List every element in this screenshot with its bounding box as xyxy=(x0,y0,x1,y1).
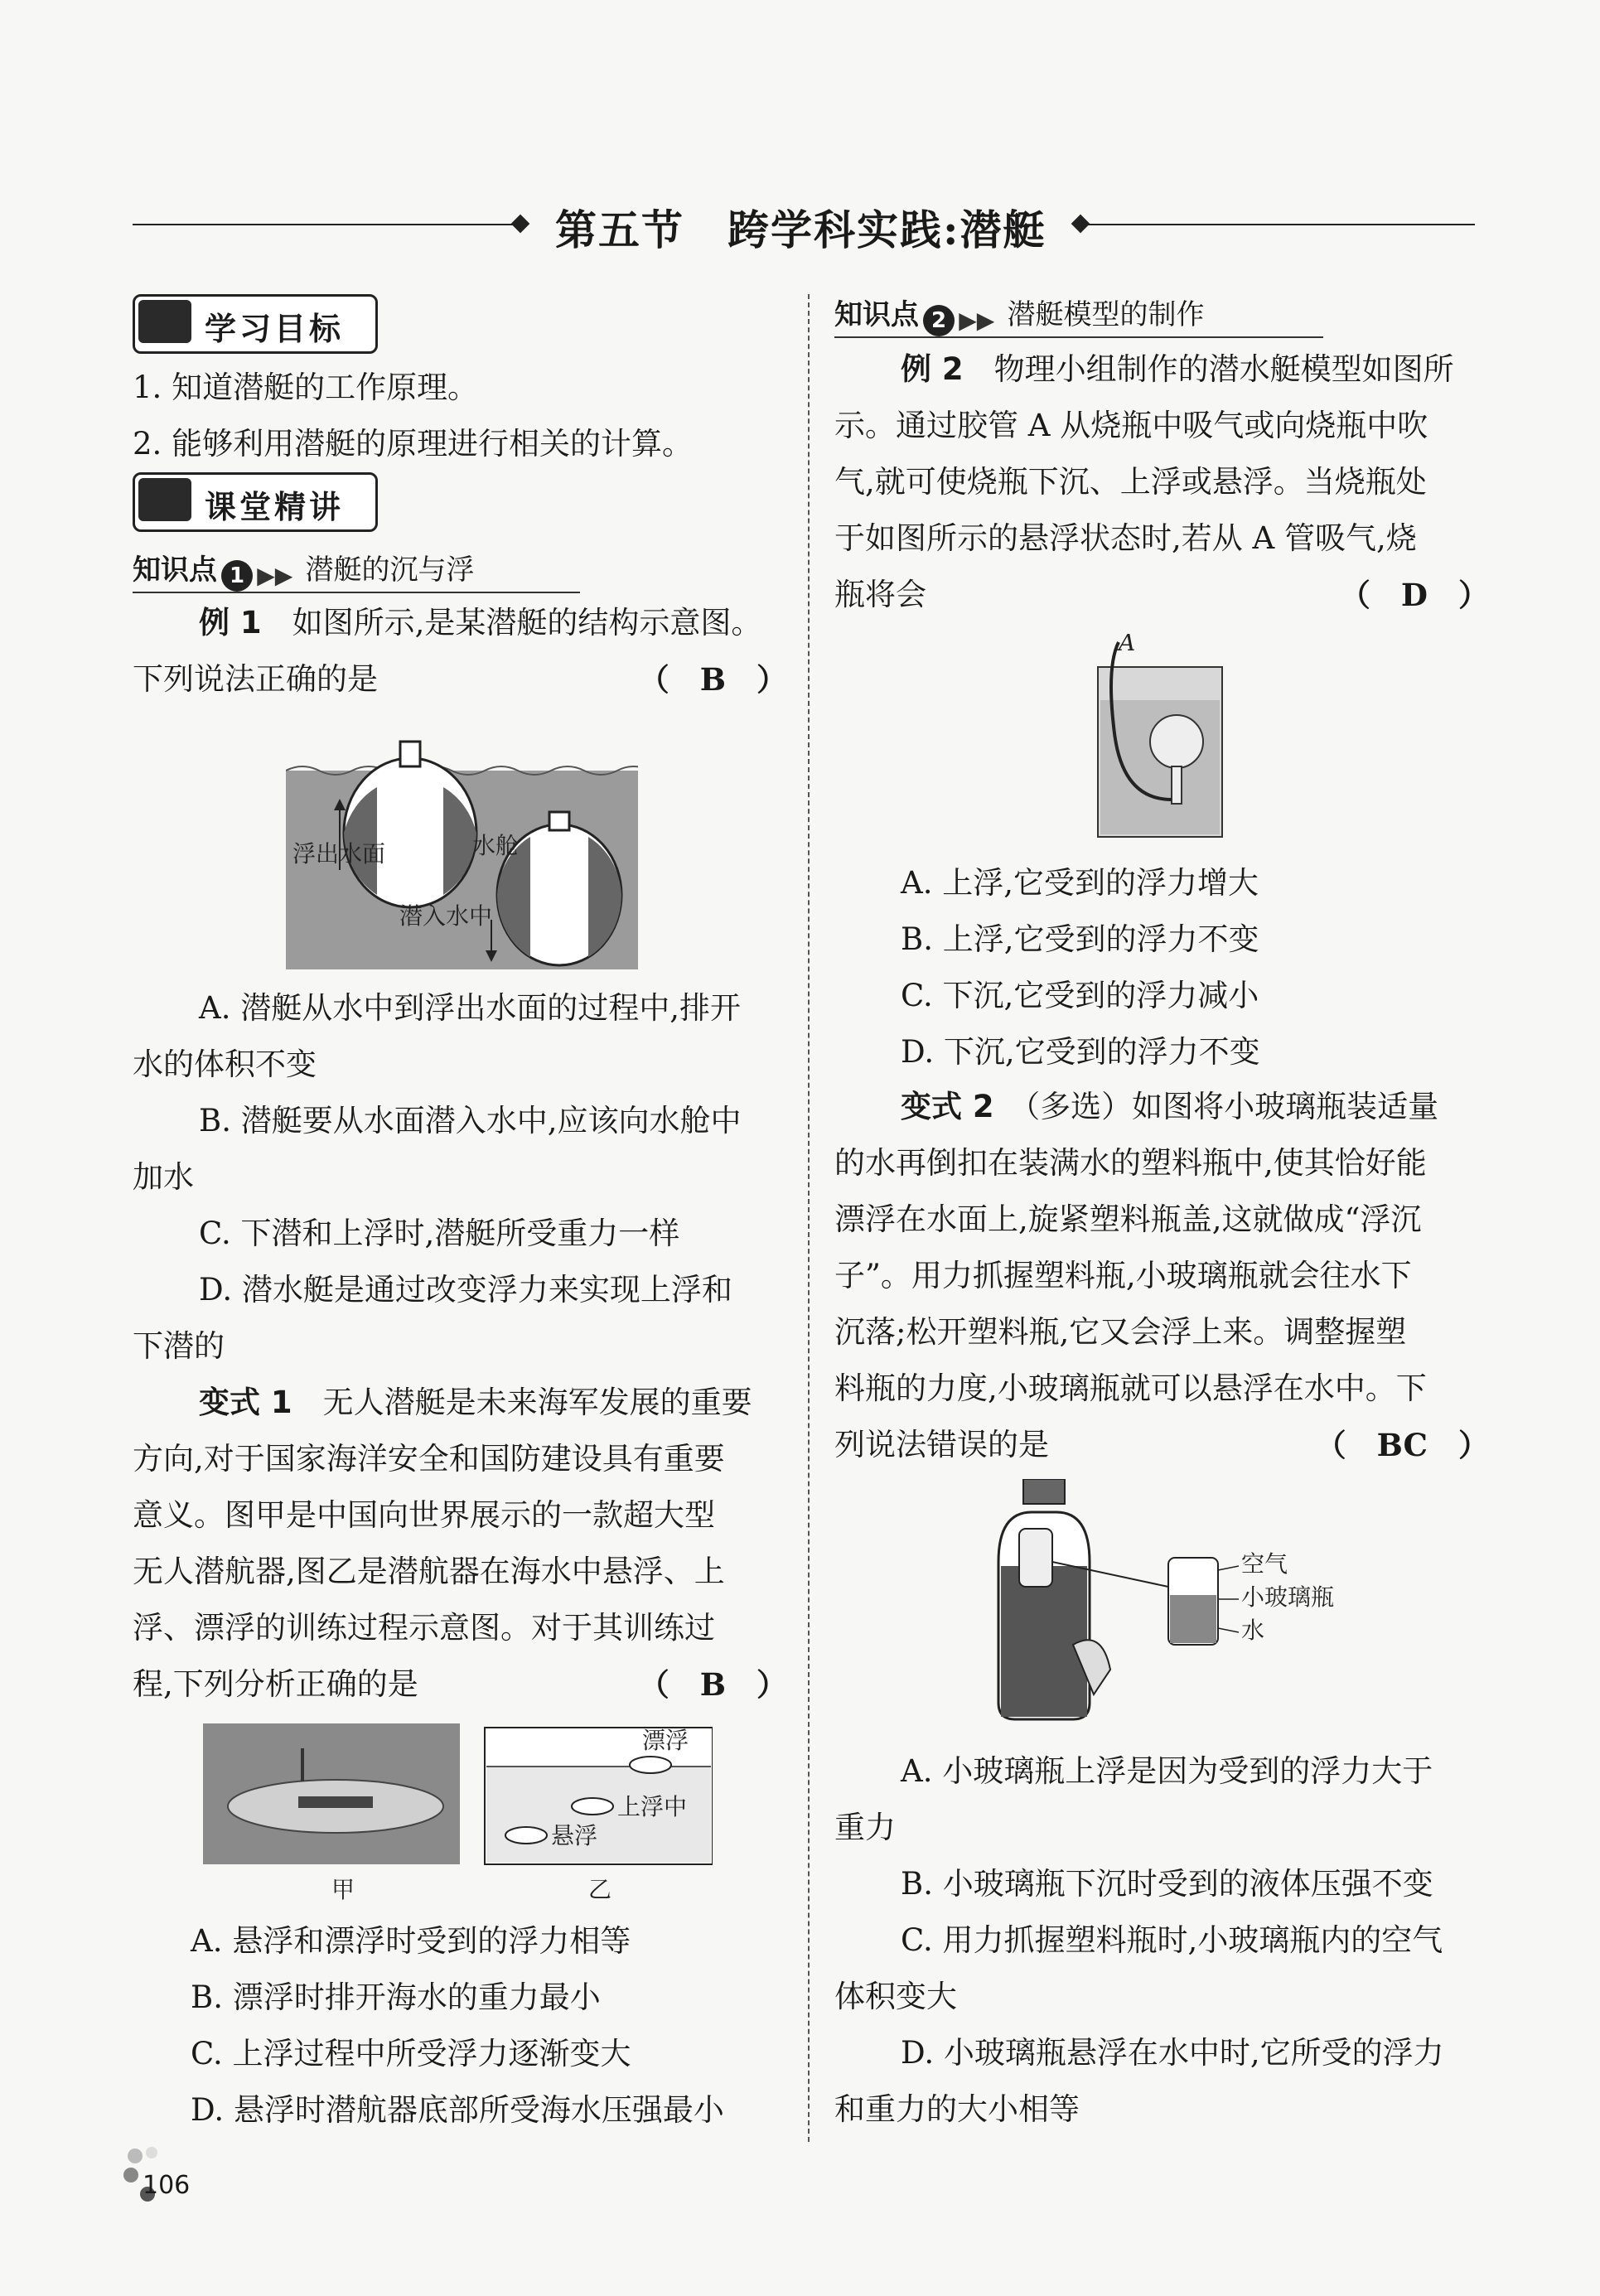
option-d: D. 小玻璃瓶悬浮在水中时,它所受的浮力 xyxy=(901,2035,1444,2071)
label-suspend: 悬浮 xyxy=(551,1822,598,1849)
option-c: C. 上浮过程中所受浮力逐渐变大 xyxy=(191,2036,631,2071)
label-air: 空气 xyxy=(1241,1550,1288,1578)
flask-model-figure xyxy=(1094,634,1226,841)
sub-rising xyxy=(572,1798,613,1815)
label-dive-down: 潜入水中 xyxy=(399,902,493,930)
label-rising: 上浮中 xyxy=(617,1793,688,1820)
label-yi: 乙 xyxy=(588,1876,612,1902)
cartesian-diver-figure xyxy=(986,1479,1351,1723)
pencil-icon xyxy=(138,478,191,521)
example-1-options: A. 潜艇从水中到浮出水面的过程中,排开 水的体积不变 B. 潜艇要从水面潜入水中,应该向水舱中 加水 C. 下潜和上浮时,潜艇所受重力一样 D. 潜水艇是通过改变浮力来实现上浮和 下潜的 xyxy=(133,980,787,1375)
student-icon xyxy=(138,300,191,343)
lecture-badge: 课堂精讲 xyxy=(133,472,378,532)
knowledge-point-2: 知识点 2 ▶▶ 潜艇模型的制作 xyxy=(834,292,1323,338)
example-1-answer: （ B ） xyxy=(638,661,787,698)
label-small-bottle: 小玻璃瓶 xyxy=(1241,1583,1335,1611)
option-b: B. 漂浮时排开海水的重力最小 xyxy=(191,1979,601,2015)
option-b: B. 小玻璃瓶下沉时受到的液体压强不变 xyxy=(901,1866,1433,1902)
drone-submarine-figure xyxy=(203,1723,713,1902)
example-2-options xyxy=(834,855,1489,1080)
label-tube-a: A xyxy=(1119,634,1136,656)
option-a: A. 悬浮和漂浮时受到的浮力相等 xyxy=(191,1923,631,1959)
knowledge-point-1: 知识点 1 ▶▶ 潜艇的沉与浮 xyxy=(133,547,580,593)
label-jia: 甲 xyxy=(331,1876,355,1902)
variation-2-options: A. 小玻璃瓶上浮是因为受到的浮力大于 重力 B. 小玻璃瓶下沉时受到的液体压强不变 C. 用力抓握塑料瓶时,小玻璃瓶内的空气 体积变大 D. 小玻璃瓶悬浮在水中时,它所受的浮力 和重力的大小相等 xyxy=(834,1743,1489,2138)
label-water: 水 xyxy=(1241,1617,1265,1644)
option-b: B. 潜艇要从水面潜入水中,应该向水舱中 xyxy=(199,1103,742,1138)
sub-floating xyxy=(630,1757,671,1773)
kp1-number-badge: 1 xyxy=(221,560,253,592)
kp2-number-badge: 2 xyxy=(923,305,955,336)
option-d: D. 潜水艇是通过改变浮力来实现上浮和 xyxy=(199,1272,732,1308)
objective-item: 1. 知道潜艇的工作原理。 xyxy=(133,370,479,405)
objective-item: 2. 能够利用潜艇的原理进行相关的计算。 xyxy=(133,426,694,462)
page-number: 106 xyxy=(143,2171,191,2200)
page-title: 第五节 跨学科实践:潜艇 xyxy=(555,205,1047,254)
column-divider xyxy=(808,294,810,2142)
option-d: D. 悬浮时潜航器底部所受海水压强最小 xyxy=(191,2092,724,2128)
variation-1-answer: （ B ） xyxy=(638,1666,787,1703)
option-b: B. 上浮,它受到的浮力不变 xyxy=(901,921,1259,957)
example-2-answer: （ D ） xyxy=(1339,577,1489,613)
option-a: A. 潜艇从水中到浮出水面的过程中,排开 xyxy=(199,990,742,1026)
option-c: C. 下潜和上浮时,潜艇所受重力一样 xyxy=(199,1216,680,1251)
variation-2: 变式 2 （多选）如图将小玻璃瓶装适量 的水再倒扣在装满水的塑料瓶中,使其恰好能 漂浮在水面上,旋紧塑料瓶盖,这就做成“浮沉 子”。用力抓握塑料瓶,小玻璃瓶就会往水下 沉落;松开塑料瓶,它又会浮上来。调整握塑 料瓶的力度,小玻璃瓶就可以悬浮在水中。下 列说法错误的是 （ BC ） xyxy=(834,1079,1489,1473)
label-water-tank: 水舱 xyxy=(472,832,520,859)
option-d: D. 下沉,它受到的浮力不变 xyxy=(901,1034,1260,1070)
variation-1-options xyxy=(133,1913,787,2139)
example-2: 例 2 物理小组制作的潜水艇模型如图所 示。通过胶管 A 从烧瓶中吸气或向烧瓶中吹 气,就可使烧瓶下沉、上浮或悬浮。当烧瓶处 于如图所示的悬浮状态时,若从 A 管吸气,烧 瓶将会 （ D ） xyxy=(834,341,1489,623)
submarine-figure xyxy=(286,737,638,969)
double-arrow-icon: ▶▶ xyxy=(257,562,293,589)
variation-1: 变式 1 无人潜艇是未来海军发展的重要 方向,对于国家海洋安全和国防建设具有重要 意义。图甲是中国向世界展示的一款超大型 无人潜航器,图乙是潜航器在海水中悬浮、上 浮、漂浮的训练过程示意图。对于其训练过 程,下列分析正确的是 （ B ） xyxy=(133,1375,787,1713)
objectives-list xyxy=(133,360,787,472)
variation-2-answer: （ BC ） xyxy=(1315,1427,1489,1463)
label-float: 漂浮 xyxy=(642,1727,689,1754)
objectives-badge: 学习目标 xyxy=(133,294,378,354)
option-a: A. 小玻璃瓶上浮是因为受到的浮力大于 xyxy=(901,1753,1433,1789)
sub-suspended xyxy=(505,1827,547,1844)
option-c: C. 用力抓握塑料瓶时,小玻璃瓶内的空气 xyxy=(901,1922,1443,1958)
example-1: 例 1 如图所示,是某潜艇的结构示意图。 下列说法正确的是 （ B ） xyxy=(133,595,787,708)
header-diamond-left xyxy=(511,215,530,234)
double-arrow-icon: ▶▶ xyxy=(959,307,995,334)
header-rule-left xyxy=(133,224,522,225)
header-rule-right xyxy=(1085,224,1475,225)
option-a: A. 上浮,它受到的浮力增大 xyxy=(901,865,1259,901)
option-c: C. 下沉,它受到的浮力减小 xyxy=(901,978,1259,1013)
label-float-up: 浮出水面 xyxy=(292,840,386,868)
